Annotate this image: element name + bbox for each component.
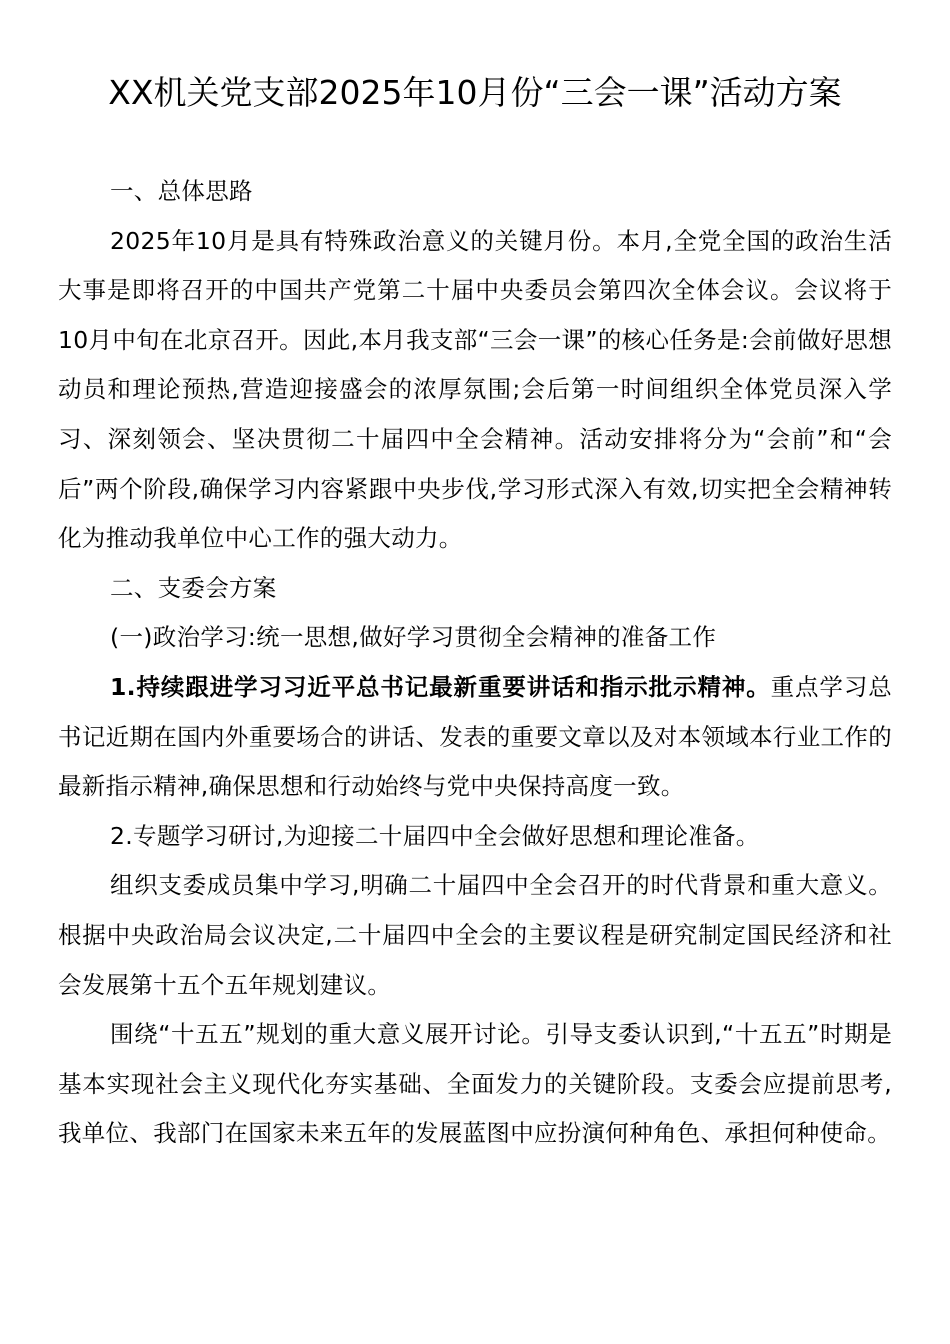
- paragraph-overall-approach: 2025年10月是具有特殊政治意义的关键月份。本月,全党全国的政治生活大事是即将召开的中国共产党第二十届中央委员会第四次全体会议。会议将于10月中旬在北京召开。因此,本月我支部“三会一课”的核心任务是:会前做好思想动员和理论预热,营造迎接盛会的浓厚氛围;会后第一时间组织全体党员深入学习、深刻领会、坚决贯彻二十届四中全会精神。活动安排将分为“会前”和“会后”两个阶段,确保学习内容紧跟中央步伐,学习形式深入有效,切实把全会精神转化为推动我单位中心工作的强大动力。: [58, 226, 892, 553]
- paragraph-15th-plan-discussion: 围绕“十五五”规划的重大意义展开讨论。引导支委认识到,“十五五”时期是基本实现社会主义现代化夯实基础、全面发力的关键阶段。支委会应提前思考,我单位、我部门在国家未来五年的发展蓝图中应扮演何种角色、承担何种使命。: [58, 1020, 892, 1148]
- paragraph-study-background: 组织支委成员集中学习,明确二十届四中全会召开的时代背景和重大意义。根据中央政治局会议决定,二十届四中全会的主要议程是研究制定国民经济和社会发展第十五个五年规划建议。: [58, 871, 892, 999]
- item-1-paragraph: [58, 663, 892, 812]
- subheading-political-study: (一)政治学习:统一思想,做好学习贯彻全会精神的准备工作: [110, 623, 717, 652]
- document-body: [58, 167, 892, 1159]
- item-2-heading: 2.专题学习研讨,为迎接二十届四中全会做好思想和理论准备。: [110, 821, 760, 850]
- section-heading-overall-approach: 一、总体思路: [110, 177, 253, 205]
- section-heading-committee-plan: 二、支委会方案: [110, 573, 277, 602]
- document-title: XX机关党支部2025年10月份“三会一课”活动方案: [108, 73, 842, 112]
- item-1-bold-lead: 1.持续跟进学习习近平总书记最新重要讲话和指示批示精神。: [110, 672, 771, 701]
- item-1-body: 重点学习总书记近期在国内外重要场合的讲话、发表的重要文章以及对本领域本行业工作的最新指示精神,确保思想和行动始终与党中央保持高度一致。: [58, 672, 893, 801]
